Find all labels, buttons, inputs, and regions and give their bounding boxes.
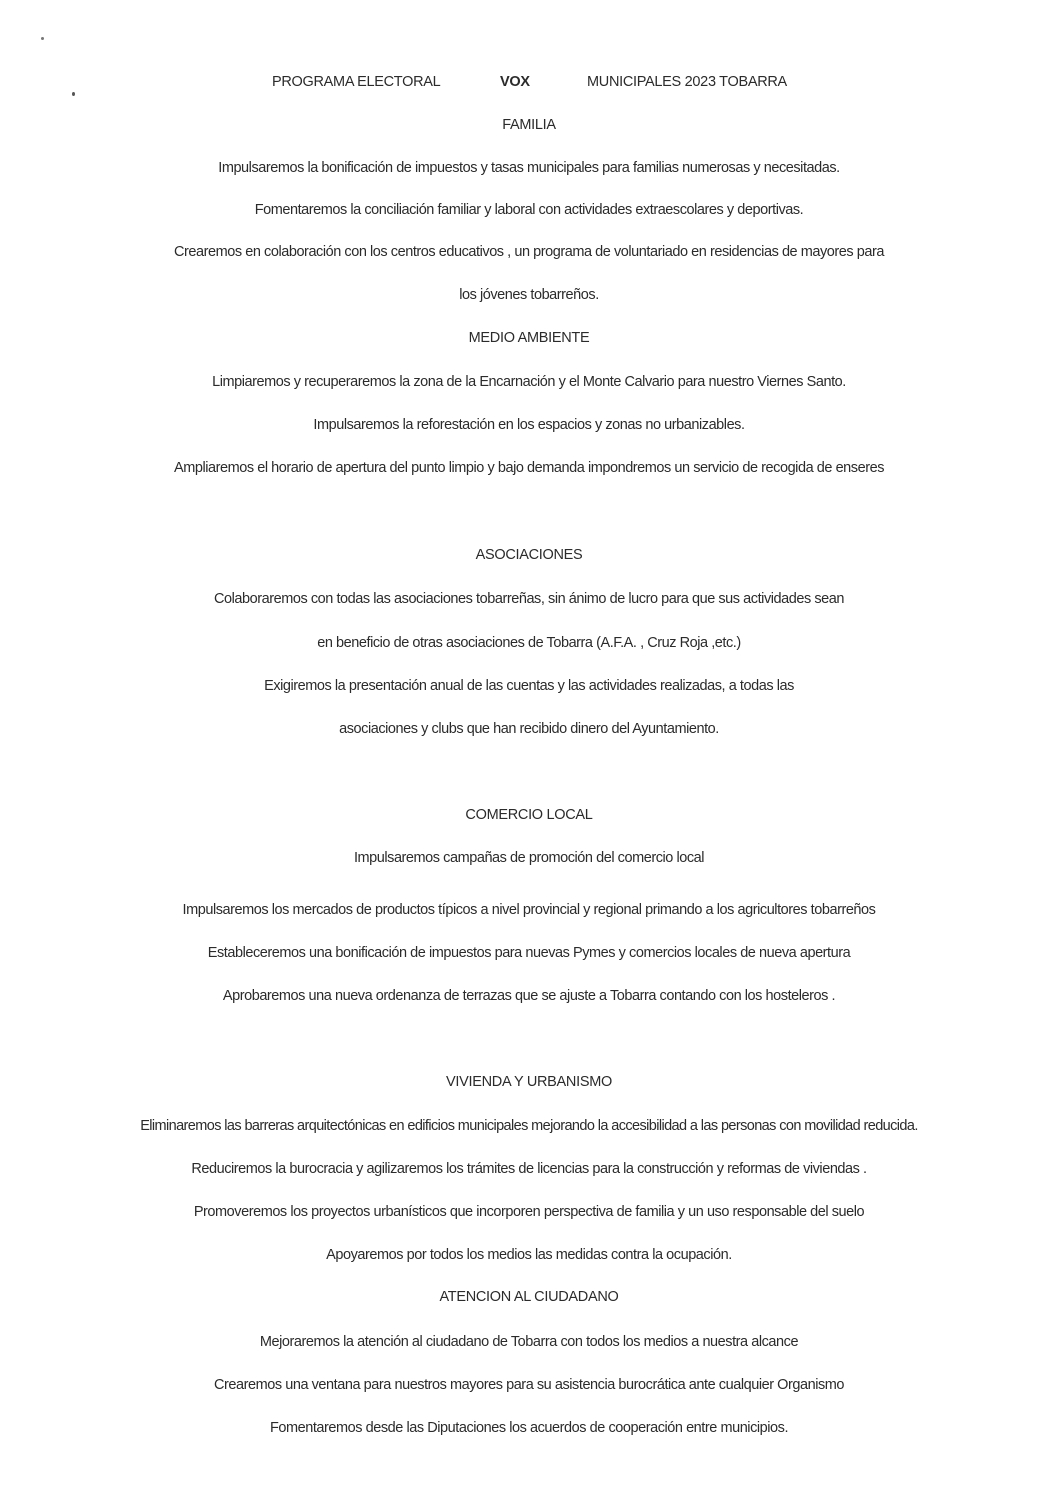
proposal-line: Impulsaremos la reforestación en los espacios y zonas no urbanizables. [313,417,745,433]
proposal-line: los jóvenes tobarreños. [459,287,599,303]
proposal-line: Aprobaremos una nueva ordenanza de terrazas que se ajuste a Tobarra contando con los hosteleros . [222,988,836,1004]
scan-speck [72,92,75,96]
proposal-line: en beneficio de otras asociaciones de Tobarra (A.F.A. , Cruz Roja ,etc.) [317,635,741,651]
proposal-line: Fomentaremos la conciliación familiar y laboral con actividades extraescolares y deportivas. [254,202,804,218]
proposal-line: Ampliaremos el horario de apertura del punto limpio y bajo demanda impondremos un servicio de recogida de enseres [173,460,885,476]
section-heading-atencion-ciudadano: ATENCION AL CIUDADANO [439,1289,619,1305]
title-election: MUNICIPALES 2023 TOBARRA [587,74,787,90]
section-heading-medio-ambiente: MEDIO AMBIENTE [468,330,590,346]
proposal-line: asociaciones y clubs que han recibido dinero del Ayuntamiento. [339,721,719,737]
proposal-line: Reduciremos la burocracia y agilizaremos los trámites de licencias para la construcción y reformas de viviendas . [191,1161,867,1177]
proposal-line: Apoyaremos por todos los medios las medidas contra la ocupación. [326,1247,732,1263]
proposal-line: Limpiaremos y recuperaremos la zona de la Encarnación y el Monte Calvario para nuestro Viernes Santo. [212,374,846,390]
proposal-line: Impulsaremos campañas de promoción del comercio local [353,850,705,866]
proposal-line: Impulsaremos los mercados de productos típicos a nivel provincial y regional primando a los agricultores tobarreños [182,902,876,918]
section-heading-vivienda-urbanismo: VIVIENDA Y URBANISMO [446,1074,612,1090]
proposal-line: Impulsaremos la bonificación de impuestos y tasas municipales para familias numerosas y necesitadas. [218,160,840,176]
proposal-line: Exigiremos la presentación anual de las cuentas y las actividades realizadas, a todas las [264,678,794,694]
document-title [0,72,1058,92]
proposal-line: Estableceremos una bonificación de impuestos para nuevas Pymes y comercios locales de nueva apertura [207,945,851,961]
proposal-line: Crearemos una ventana para nuestros mayores para su asistencia burocrática ante cualquier Organismo [213,1377,845,1393]
section-heading-comercio-local: COMERCIO LOCAL [465,807,593,823]
proposal-line: Fomentaremos desde las Diputaciones los acuerdos de cooperación entre municipios. [269,1420,789,1436]
proposal-line: Eliminaremos las barreras arquitectónicas en edificios municipales mejorando la accesibilidad a las personas con movilidad reducida. [140,1118,918,1134]
proposal-line: Crearemos en colaboración con los centros educativos , un programa de voluntariado en residencias de mayores para [173,244,885,260]
title-party: VOX [500,74,530,90]
section-heading-asociaciones: ASOCIACIONES [475,547,583,563]
title-program: PROGRAMA ELECTORAL [272,74,441,90]
proposal-line: Colaboraremos con todas las asociaciones tobarreñas, sin ánimo de lucro para que sus actividades sean [214,591,844,607]
proposal-line: Mejoraremos la atención al ciudadano de Tobarra con todos los medios a nuestra alcance [259,1334,799,1350]
section-heading-familia: FAMILIA [502,117,556,133]
scan-speck [41,37,44,40]
proposal-line: Promoveremos los proyectos urbanísticos que incorporen perspectiva de familia y un uso responsable del suelo [193,1204,865,1220]
